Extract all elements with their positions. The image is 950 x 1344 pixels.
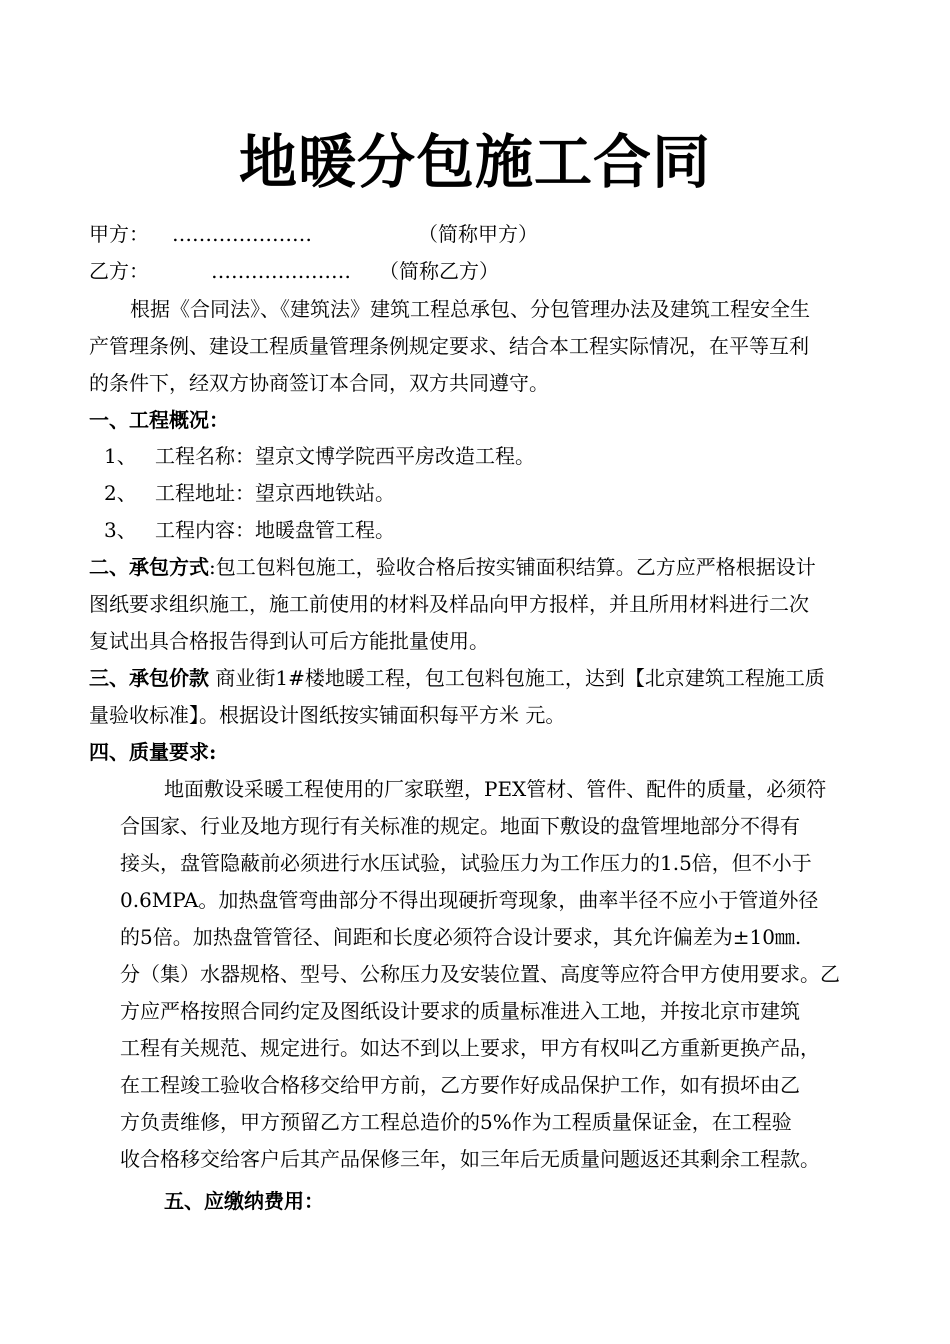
section-3-text: 商业街1#楼地暖工程，包工包料包施工，达到【北京建筑工程施工质 [209, 666, 825, 690]
section-4-text: 方负责维修，甲方预留乙方工程总造价的5%作为工程质量保证金，在工程验 [120, 1110, 792, 1134]
preamble-line: 的条件下，经双方协商签订本合同，双方共同遵守。 [89, 371, 549, 395]
section-3-first-line [89, 660, 825, 697]
section-4-text: 地面敷设采暖工程使用的厂家联塑，PEX管材、管件、配件的质量，必须符 [164, 777, 827, 801]
section-4-text: 在工程竣工验收合格移交给甲方前，乙方要作好成品保护工作，如有损坏由乙 [120, 1073, 800, 1097]
section-4-text: 0.6MPA。加热盘管弯曲部分不得出现硬折弯现象，曲率半径不应小于管道外径 [120, 888, 819, 912]
section-3-text: 量验收标准】。根据设计图纸按实铺面积每平方米 元。 [89, 703, 566, 727]
list-item-text: 工程地址：望京西地铁站。 [155, 481, 395, 505]
section-2-first-line [89, 549, 816, 586]
party-b-dots: ………………… [211, 259, 351, 283]
preamble-line: 根据《合同法》、《建筑法》建筑工程总承包、分包管理办法及建筑工程安全生 [130, 297, 810, 321]
party-a-label: 甲方： [89, 222, 149, 246]
section-5-heading: 五、应缴纳费用： [164, 1189, 324, 1213]
section-4-text: 分（集）水器规格、型号、公称压力及安装位置、高度等应符合甲方使用要求。乙 [120, 962, 840, 986]
section-2-text: 图纸要求组织施工，施工前使用的材料及样品向甲方报样，并且所用材料进行二次 [89, 592, 809, 616]
list-item-text: 工程内容：地暖盘管工程。 [155, 518, 395, 542]
party-b-label: 乙方： [89, 259, 149, 283]
party-a-note: （简称甲方） [418, 222, 538, 246]
section-4-text: 接头，盘管隐蔽前必须进行水压试验，试验压力为工作压力的1.5倍，但不小于 [120, 851, 812, 875]
section-4-text: 收合格移交给客户后其产品保修三年，如三年后无质量问题返还其剩余工程款。 [120, 1147, 820, 1171]
section-2-text: :包工包料包施工，验收合格后按实铺面积结算。乙方应严格根据设计 [209, 555, 816, 579]
section-4-heading: 四、质量要求: [89, 740, 217, 764]
section-2-heading: 二、承包方式 [89, 555, 209, 579]
section-4-text: 方应严格按照合同约定及图纸设计要求的质量标准进入工地，并按北京市建筑 [120, 999, 800, 1023]
section-4-text: 合国家、行业及地方现行有关标准的规定。地面下敷设的盘管埋地部分不得有 [120, 814, 800, 838]
list-item-number: 1、 [104, 444, 137, 468]
party-b-note: （简称乙方） [379, 259, 499, 283]
list-item-number: 3、 [104, 518, 137, 542]
list-item-text: 工程名称：望京文博学院西平房改造工程。 [155, 444, 535, 468]
section-1-heading: 一、工程概况： [89, 408, 229, 432]
party-a-dots: ………………… [172, 222, 312, 246]
page-title: 地暖分包施工合同 [238, 128, 711, 196]
section-4-text: 的5倍。加热盘管管径、间距和长度必须符合设计要求，其允许偏差为±10㎜. [120, 925, 802, 949]
preamble-line: 产管理条例、建设工程质量管理条例规定要求、结合本工程实际情况，在平等互利 [89, 334, 809, 358]
section-4-text: 工程有关规范、规定进行。如达不到以上要求，甲方有权叫乙方重新更换产品， [120, 1036, 820, 1060]
section-2-text: 复试出具合格报告得到认可后方能批量使用。 [89, 629, 489, 653]
list-item-number: 2、 [104, 481, 137, 505]
section-3-heading: 三、承包价款 [89, 666, 209, 690]
